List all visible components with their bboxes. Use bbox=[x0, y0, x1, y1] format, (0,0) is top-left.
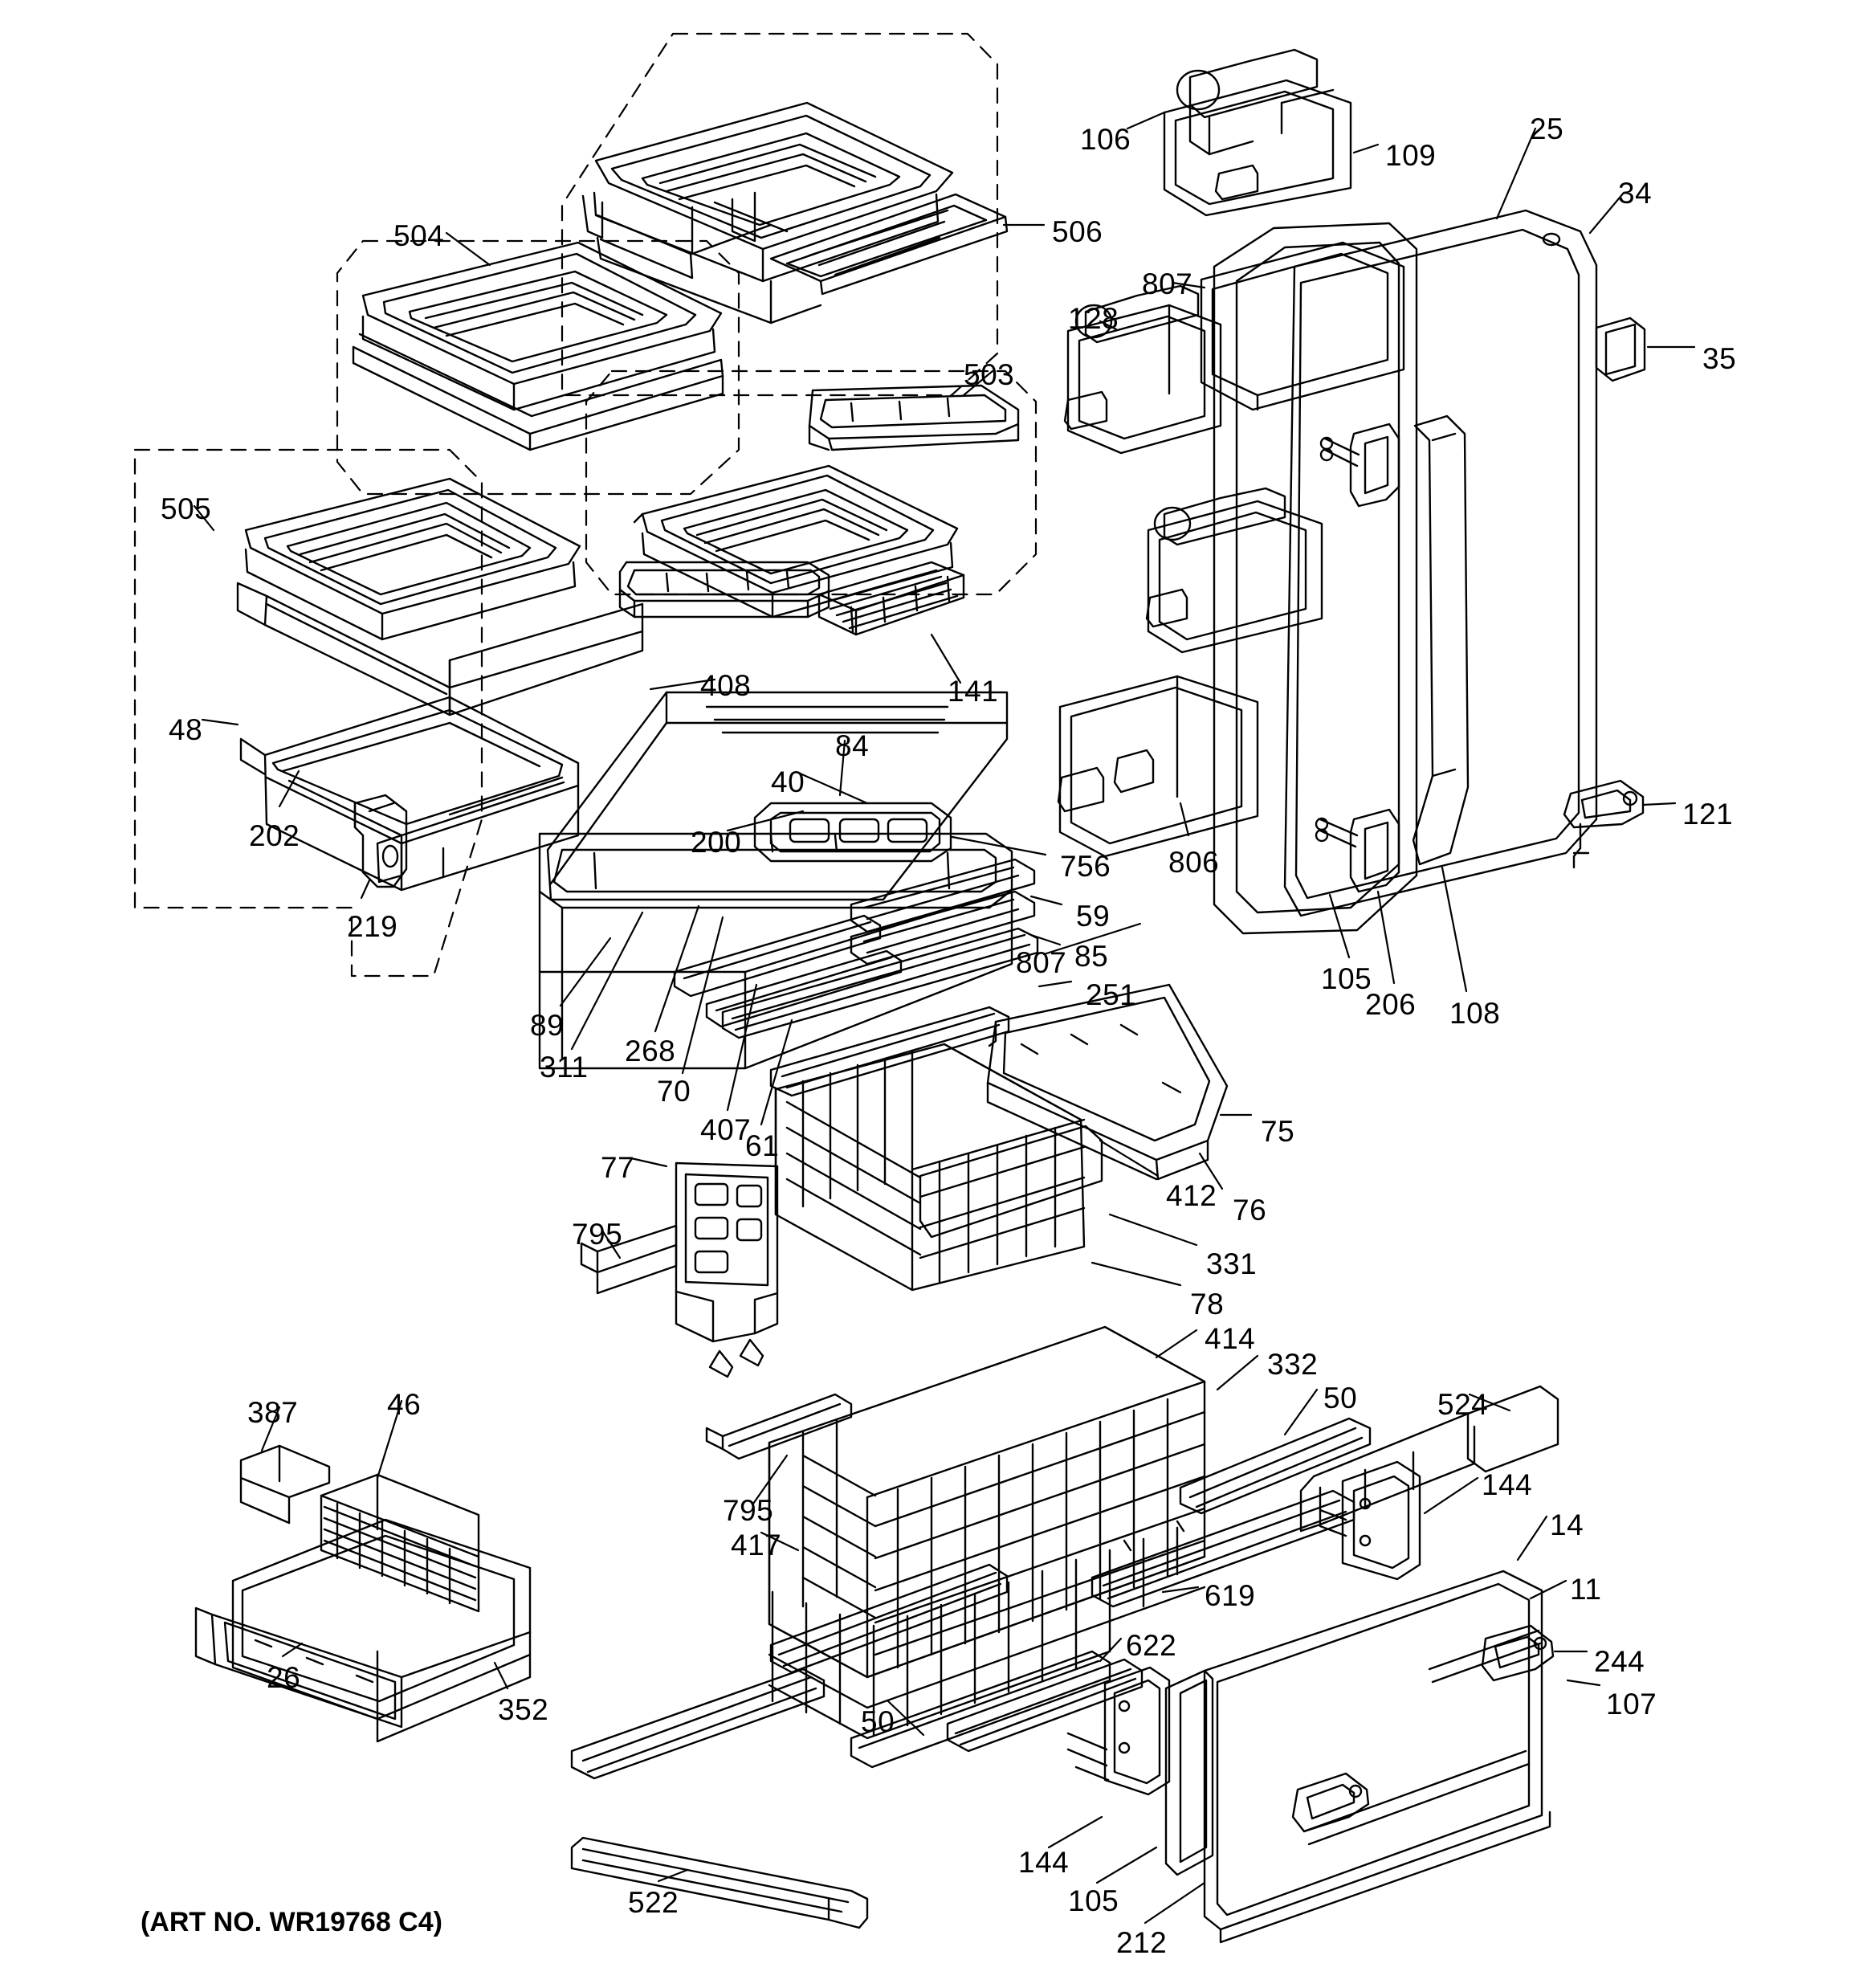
callout-807-upper: 807 bbox=[1142, 267, 1193, 300]
callout-412: 412 bbox=[1166, 1179, 1217, 1212]
callout-506: 506 bbox=[1052, 215, 1103, 248]
callout-76: 76 bbox=[1233, 1194, 1267, 1227]
callout-407: 407 bbox=[700, 1113, 752, 1146]
callout-387: 387 bbox=[247, 1396, 299, 1429]
callout-619: 619 bbox=[1205, 1579, 1256, 1612]
callout-244: 244 bbox=[1594, 1645, 1645, 1678]
callout-251: 251 bbox=[1086, 978, 1137, 1011]
callout-206: 206 bbox=[1365, 988, 1417, 1021]
callout-505: 505 bbox=[161, 492, 212, 525]
callout-46: 46 bbox=[387, 1388, 422, 1421]
callout-105-lower: 105 bbox=[1068, 1884, 1119, 1917]
callout-107: 107 bbox=[1606, 1688, 1657, 1721]
callout-332: 332 bbox=[1267, 1348, 1319, 1381]
callout-503: 503 bbox=[964, 358, 1015, 391]
callout-202: 202 bbox=[249, 819, 300, 852]
callout-70: 70 bbox=[657, 1075, 691, 1108]
callout-14: 14 bbox=[1550, 1508, 1584, 1541]
callout-78: 78 bbox=[1190, 1288, 1225, 1321]
callout-35: 35 bbox=[1702, 342, 1737, 375]
callout-522: 522 bbox=[628, 1886, 679, 1919]
callout-89: 89 bbox=[530, 1009, 565, 1042]
callout-200: 200 bbox=[691, 826, 742, 859]
callout-504: 504 bbox=[393, 219, 445, 252]
callout-219: 219 bbox=[347, 910, 398, 943]
art-number-label: (ART NO. WR19768 C4) bbox=[141, 1907, 442, 1937]
callout-75: 75 bbox=[1261, 1115, 1295, 1148]
callout-524: 524 bbox=[1437, 1388, 1489, 1421]
callout-40: 40 bbox=[771, 765, 805, 798]
callout-144-lower: 144 bbox=[1018, 1846, 1070, 1879]
callout-105-upper: 105 bbox=[1321, 962, 1372, 995]
callout-352: 352 bbox=[498, 1693, 549, 1726]
callout-212: 212 bbox=[1116, 1926, 1168, 1959]
callout-417: 417 bbox=[731, 1529, 782, 1561]
callout-85: 85 bbox=[1074, 940, 1109, 973]
callout-414: 414 bbox=[1205, 1322, 1256, 1355]
callout-26: 26 bbox=[267, 1661, 301, 1694]
callout-50-lower: 50 bbox=[861, 1705, 895, 1738]
callout-11: 11 bbox=[1570, 1573, 1602, 1606]
callout-141: 141 bbox=[948, 675, 999, 708]
callout-128: 128 bbox=[1068, 302, 1119, 335]
callout-121: 121 bbox=[1682, 798, 1734, 831]
callout-311: 311 bbox=[540, 1051, 589, 1084]
callout-48: 48 bbox=[169, 713, 203, 746]
callout-109: 109 bbox=[1385, 139, 1437, 172]
callout-144-upper: 144 bbox=[1482, 1468, 1533, 1501]
callout-34: 34 bbox=[1618, 177, 1653, 210]
callout-268: 268 bbox=[625, 1035, 676, 1067]
callout-795-lower: 795 bbox=[723, 1494, 774, 1527]
callout-756: 756 bbox=[1060, 850, 1111, 883]
callout-50-upper: 50 bbox=[1323, 1382, 1358, 1414]
callout-106: 106 bbox=[1080, 123, 1131, 156]
callout-84: 84 bbox=[835, 729, 870, 762]
callout-61: 61 bbox=[745, 1129, 780, 1162]
callout-807-lower: 807 bbox=[1016, 946, 1067, 979]
callout-25: 25 bbox=[1530, 112, 1564, 145]
callout-806: 806 bbox=[1168, 846, 1220, 879]
callout-408: 408 bbox=[700, 669, 752, 702]
callout-59: 59 bbox=[1076, 900, 1111, 933]
callout-77: 77 bbox=[601, 1151, 635, 1184]
callout-108: 108 bbox=[1449, 997, 1501, 1030]
callout-331: 331 bbox=[1206, 1247, 1258, 1280]
callout-795-upper: 795 bbox=[572, 1218, 623, 1251]
callout-622: 622 bbox=[1126, 1629, 1177, 1662]
